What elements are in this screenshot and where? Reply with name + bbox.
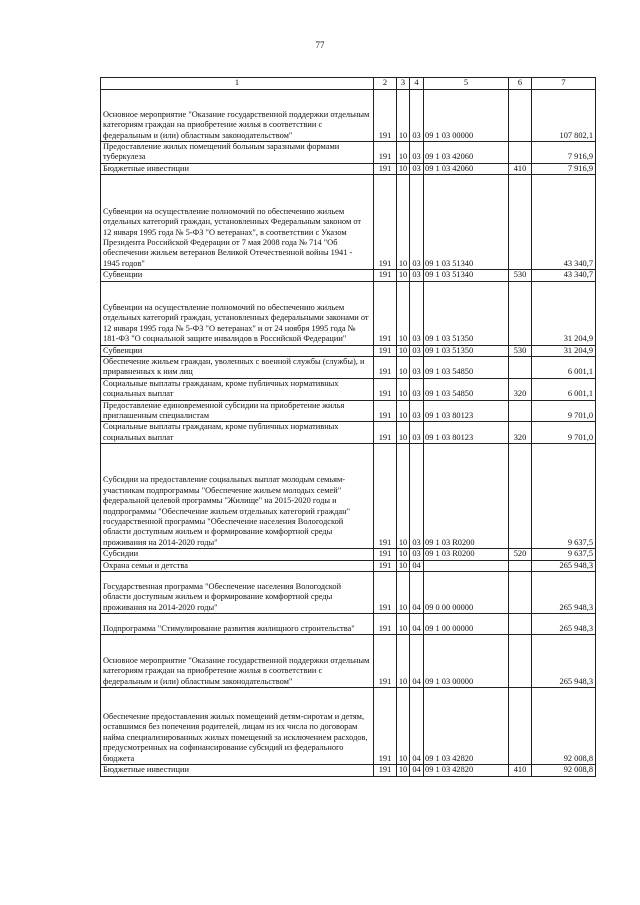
- cell-target-article: 09 1 03 51340: [424, 270, 509, 281]
- table-row: [101, 614, 596, 635]
- cell-expense-type: [509, 688, 532, 765]
- cell-expense-type: [509, 572, 532, 614]
- cell-expense-type: 320: [509, 422, 532, 444]
- table-row: [101, 549, 596, 560]
- cell-description: Предоставление единовременной субсидии на приобретение жилья приглашенным специалистам: [101, 400, 374, 422]
- cell-subsection: 04: [410, 572, 424, 614]
- cell-subsection: 03: [410, 422, 424, 444]
- cell-target-article: 09 1 03 R0200: [424, 444, 509, 549]
- cell-ministry-code: 191: [374, 281, 397, 345]
- cell-target-article: 09 1 03 51350: [424, 281, 509, 345]
- cell-ministry-code: 191: [374, 560, 397, 571]
- cell-target-article: 09 1 03 51350: [424, 345, 509, 356]
- table-row: [101, 422, 596, 444]
- cell-description: Субсидии: [101, 549, 374, 560]
- page-number: 77: [315, 40, 325, 50]
- cell-description: Субвенции на осуществление полномочий по обеспечению жильем отдельных категорий граждан, установленных Федеральным законом от 12 января 1995 года № 5-ФЗ "О ветеранах", в соответствии с Указом Президента Российской Федерации от 7 мая 2008 года № 714 "Об обеспечении жильем ветеранов Великой Отечественной войны 1941 - 1945 годов": [101, 175, 374, 270]
- table-row: [101, 400, 596, 422]
- cell-amount: 9 637,5: [532, 549, 596, 560]
- cell-expense-type: [509, 444, 532, 549]
- cell-target-article: [424, 560, 509, 571]
- cell-section: 10: [397, 281, 410, 345]
- column-header: 3: [397, 78, 410, 90]
- cell-amount: 43 340,7: [532, 175, 596, 270]
- table-row: [101, 142, 596, 164]
- cell-target-article: 09 1 03 80123: [424, 400, 509, 422]
- cell-amount: 265 948,3: [532, 560, 596, 571]
- cell-ministry-code: 191: [374, 163, 397, 174]
- table-row: [101, 560, 596, 571]
- cell-subsection: 03: [410, 378, 424, 400]
- cell-ministry-code: 191: [374, 270, 397, 281]
- cell-target-article: 09 1 03 42820: [424, 688, 509, 765]
- cell-section: 10: [397, 688, 410, 765]
- table-row: [101, 345, 596, 356]
- cell-description: Бюджетные инвестиции: [101, 765, 374, 776]
- cell-section: 10: [397, 400, 410, 422]
- cell-subsection: 04: [410, 765, 424, 776]
- cell-target-article: 09 1 00 00000: [424, 614, 509, 635]
- cell-section: 10: [397, 345, 410, 356]
- cell-subsection: 03: [410, 444, 424, 549]
- cell-description: Обеспечение жильем граждан, уволенных с военной службы (службы), и приравненных к ним лиц: [101, 357, 374, 379]
- cell-expense-type: [509, 281, 532, 345]
- cell-section: 10: [397, 142, 410, 164]
- cell-section: 10: [397, 765, 410, 776]
- cell-ministry-code: 191: [374, 357, 397, 379]
- cell-subsection: 03: [410, 345, 424, 356]
- cell-amount: 265 948,3: [532, 635, 596, 688]
- column-header: 2: [374, 78, 397, 90]
- cell-amount: 31 204,9: [532, 281, 596, 345]
- cell-ministry-code: 191: [374, 422, 397, 444]
- cell-amount: 7 916,9: [532, 163, 596, 174]
- cell-subsection: 03: [410, 175, 424, 270]
- cell-ministry-code: 191: [374, 142, 397, 164]
- cell-ministry-code: 191: [374, 175, 397, 270]
- cell-section: 10: [397, 614, 410, 635]
- cell-amount: 9 637,5: [532, 444, 596, 549]
- cell-expense-type: 520: [509, 549, 532, 560]
- cell-ministry-code: 191: [374, 688, 397, 765]
- cell-ministry-code: 191: [374, 378, 397, 400]
- cell-subsection: 04: [410, 614, 424, 635]
- cell-expense-type: 410: [509, 765, 532, 776]
- cell-description: Подпрограмма "Стимулирование развития жилищного строительства": [101, 614, 374, 635]
- cell-target-article: 09 1 03 54850: [424, 378, 509, 400]
- table-row: [101, 90, 596, 142]
- cell-target-article: 09 1 03 51340: [424, 175, 509, 270]
- cell-subsection: 04: [410, 688, 424, 765]
- column-header: 1: [101, 78, 374, 90]
- cell-expense-type: 320: [509, 378, 532, 400]
- cell-description: Субвенции на осуществление полномочий по обеспечению жильем отдельных категорий граждан, установленных федеральными законами от 12 января 1995 года № 5-ФЗ "О ветеранах" и от 24 ноября 1995 года № 181-ФЗ "О социальной защите инвалидов в Российской Федерации": [101, 281, 374, 345]
- cell-expense-type: 530: [509, 345, 532, 356]
- cell-description: Субвенции: [101, 270, 374, 281]
- cell-amount: 6 001,1: [532, 357, 596, 379]
- cell-target-article: 09 0 00 00000: [424, 572, 509, 614]
- cell-section: 10: [397, 90, 410, 142]
- cell-target-article: 09 1 03 00000: [424, 635, 509, 688]
- cell-ministry-code: 191: [374, 90, 397, 142]
- cell-description: Основное мероприятие "Оказание государственной поддержки отдельным категориям граждан на приобретение жилья в соответствии с федеральным и (или) областным законодательством": [101, 635, 374, 688]
- cell-description: Субсидии на предоставление социальных выплат молодым семьям-участникам подпрограммы "Обеспечение жильем молодых семей" федеральной целевой программы "Жилище" на 2015-2020 годы и подпрограммы "Обеспечение жильем отдельных категорий граждан" государственной программы "Обеспечение населения Вологодской области доступным жильем и формирование комфортной среды проживания на 2014-2020 годы": [101, 444, 374, 549]
- column-header: 6: [509, 78, 532, 90]
- cell-section: 10: [397, 549, 410, 560]
- table-row: [101, 270, 596, 281]
- cell-amount: 9 701,0: [532, 400, 596, 422]
- table-row: [101, 163, 596, 174]
- table-row: [101, 357, 596, 379]
- cell-subsection: 03: [410, 270, 424, 281]
- cell-target-article: 09 1 03 80123: [424, 422, 509, 444]
- cell-expense-type: [509, 614, 532, 635]
- cell-subsection: 03: [410, 400, 424, 422]
- cell-expense-type: [509, 635, 532, 688]
- cell-section: 10: [397, 378, 410, 400]
- table-row: [101, 175, 596, 270]
- cell-section: 10: [397, 422, 410, 444]
- cell-section: 10: [397, 163, 410, 174]
- cell-amount: 6 001,1: [532, 378, 596, 400]
- cell-section: 10: [397, 175, 410, 270]
- cell-target-article: 09 1 03 54850: [424, 357, 509, 379]
- cell-description: Основное мероприятие "Оказание государственной поддержки отдельным категориям граждан на приобретение жилья в соответствии с федеральным и (или) областным законодательством": [101, 90, 374, 142]
- cell-amount: 265 948,3: [532, 614, 596, 635]
- cell-expense-type: [509, 90, 532, 142]
- cell-section: 10: [397, 635, 410, 688]
- cell-description: Бюджетные инвестиции: [101, 163, 374, 174]
- cell-target-article: 09 1 03 42820: [424, 765, 509, 776]
- cell-expense-type: [509, 142, 532, 164]
- cell-ministry-code: 191: [374, 345, 397, 356]
- cell-subsection: 03: [410, 357, 424, 379]
- cell-ministry-code: 191: [374, 614, 397, 635]
- table-row: [101, 572, 596, 614]
- cell-expense-type: [509, 400, 532, 422]
- table-row: [101, 688, 596, 765]
- cell-ministry-code: 191: [374, 400, 397, 422]
- cell-subsection: 03: [410, 281, 424, 345]
- budget-table: [100, 77, 596, 777]
- cell-expense-type: [509, 357, 532, 379]
- cell-section: 10: [397, 572, 410, 614]
- cell-amount: 31 204,9: [532, 345, 596, 356]
- cell-amount: 9 701,0: [532, 422, 596, 444]
- table-row: [101, 765, 596, 776]
- cell-ministry-code: 191: [374, 765, 397, 776]
- cell-description: Социальные выплаты гражданам, кроме публичных нормативных социальных выплат: [101, 378, 374, 400]
- cell-description: Обеспечение предоставления жилых помещений детям-сиротам и детям, оставшимся без попечения родителей, лицам из их числа по договорам найма специализированных жилых помещений за исключением расходов, предусмотренных на софинансирование субсидий из федерального бюджета: [101, 688, 374, 765]
- cell-section: 10: [397, 270, 410, 281]
- column-header: 5: [424, 78, 509, 90]
- cell-subsection: 03: [410, 142, 424, 164]
- cell-amount: 7 916,9: [532, 142, 596, 164]
- cell-description: Охрана семьи и детства: [101, 560, 374, 571]
- cell-description: Предоставление жилых помещений больным заразными формами туберкулеза: [101, 142, 374, 164]
- table-row: [101, 444, 596, 549]
- column-header: 4: [410, 78, 424, 90]
- table-header-row: [101, 78, 596, 90]
- cell-expense-type: [509, 175, 532, 270]
- cell-section: 10: [397, 560, 410, 571]
- column-header: 7: [532, 78, 596, 90]
- cell-target-article: 09 1 03 00000: [424, 90, 509, 142]
- cell-target-article: 09 1 03 42060: [424, 163, 509, 174]
- cell-amount: 43 340,7: [532, 270, 596, 281]
- cell-subsection: 03: [410, 163, 424, 174]
- cell-target-article: 09 1 03 R0200: [424, 549, 509, 560]
- cell-description: Государственная программа "Обеспечение населения Вологодской области доступным жильем и формирование комфортной среды проживания на 2014-2020 годы": [101, 572, 374, 614]
- table-row: [101, 281, 596, 345]
- cell-subsection: 03: [410, 90, 424, 142]
- cell-target-article: 09 1 03 42060: [424, 142, 509, 164]
- cell-subsection: 04: [410, 560, 424, 571]
- cell-section: 10: [397, 444, 410, 549]
- cell-ministry-code: 191: [374, 635, 397, 688]
- cell-amount: 265 948,3: [532, 572, 596, 614]
- cell-expense-type: 530: [509, 270, 532, 281]
- cell-ministry-code: 191: [374, 444, 397, 549]
- cell-section: 10: [397, 357, 410, 379]
- cell-amount: 107 802,1: [532, 90, 596, 142]
- cell-description: Субвенции: [101, 345, 374, 356]
- cell-ministry-code: 191: [374, 572, 397, 614]
- cell-subsection: 03: [410, 549, 424, 560]
- cell-subsection: 04: [410, 635, 424, 688]
- cell-expense-type: [509, 560, 532, 571]
- table-row: [101, 635, 596, 688]
- table-row: [101, 378, 596, 400]
- cell-expense-type: 410: [509, 163, 532, 174]
- cell-amount: 92 008,8: [532, 765, 596, 776]
- cell-ministry-code: 191: [374, 549, 397, 560]
- cell-description: Социальные выплаты гражданам, кроме публичных нормативных социальных выплат: [101, 422, 374, 444]
- cell-amount: 92 008,8: [532, 688, 596, 765]
